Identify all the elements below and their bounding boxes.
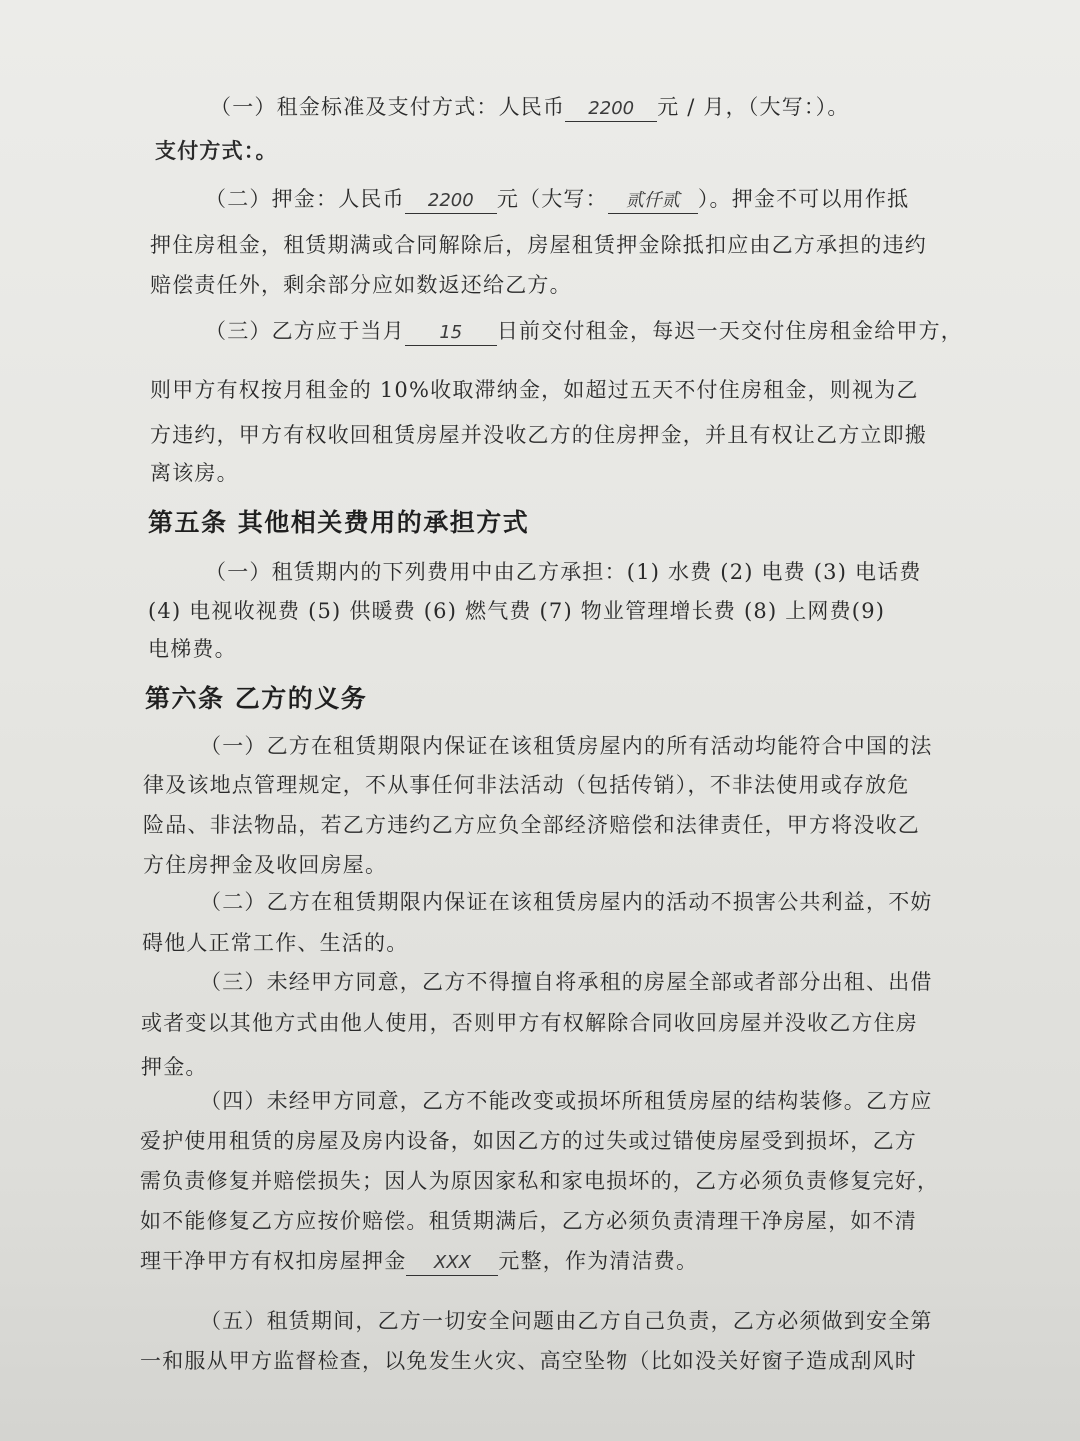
- due-date-label: （三）乙方应于当月: [205, 319, 405, 343]
- paragraph-line: （四）未经甲方同意，乙方不能改变或损坏所租赁房屋的结构装修。乙方应: [200, 1089, 933, 1113]
- paragraph-line: 律及该地点管理规定，不从事任何非法活动（包括传销），不非法使用或存放危: [143, 773, 910, 797]
- paragraph-line: 押金。: [141, 1055, 208, 1079]
- deposit-words-label: 元（大写：: [496, 187, 608, 211]
- due-date-text: 日前交付租金，每迟一天交付住房租金给甲方，: [496, 319, 964, 343]
- cleaning-fee-field: [406, 1249, 498, 1276]
- rent-label: （一）租金标准及支付方式：人民币: [210, 95, 566, 119]
- deposit-amount-field: [405, 187, 497, 214]
- due-date-line: [205, 316, 963, 346]
- paragraph-line: （二）乙方在租赁期限内保证在该租赁房屋内的活动不损害公共利益，不妨: [200, 890, 933, 914]
- paragraph-line: 碍他人正常工作、生活的。: [142, 931, 409, 955]
- paragraph-line: 离该房。: [150, 461, 239, 485]
- deposit-words-handwriting: 贰仟贰: [625, 190, 680, 211]
- rent-amount-handwriting: 2200: [588, 98, 635, 119]
- paragraph-line: 需负责修复并赔偿损失；因人为原因家私和家电损坏的，乙方必须负责修复完好，: [140, 1169, 940, 1193]
- cleaning-fee-line: [140, 1246, 698, 1276]
- paragraph-line: 方住房押金及收回房屋。: [143, 853, 388, 877]
- payment-method-text: 支付方式：。: [155, 138, 278, 163]
- deposit-note-text: ）。押金不可以用作抵: [697, 187, 910, 211]
- deposit-line: [205, 184, 909, 214]
- paragraph-line: （三）未经甲方同意，乙方不得擅自将承租的房屋全部或者部分出租、出借: [200, 970, 933, 994]
- paragraph-line: （五）租赁期间，乙方一切安全问题由乙方自己负责，乙方必须做到安全第: [200, 1309, 933, 1333]
- cleaning-fee-text: 元整，作为清洁费。: [498, 1249, 699, 1273]
- paragraph-line: 电梯费。: [148, 637, 237, 661]
- rent-unit-text: 元 / 月，（大写：）。: [657, 95, 850, 119]
- paragraph-line: 则甲方有权按月租金的 10%收取滞纳金，如超过五天不付住房租金，则视为乙: [150, 378, 919, 402]
- paragraph-line: 方违约，甲方有权收回租赁房屋并没收乙方的住房押金，并且有权让乙方立即搬: [150, 423, 927, 447]
- clause-six-heading: 第六条 乙方的义务: [145, 684, 368, 713]
- deposit-label: （二）押金：人民币: [205, 187, 405, 211]
- rent-amount-field: [565, 95, 657, 122]
- deposit-amount-handwriting: 2200: [427, 190, 474, 211]
- paragraph-line: （一）乙方在租赁期限内保证在该租赁房屋内的所有活动均能符合中国的法: [200, 734, 933, 758]
- paragraph-line: (4) 电视收视费 (5) 供暖费 (6) 燃气费 (7) 物业管理增长费 (8) 上网费(9): [148, 599, 886, 623]
- paragraph-line: 如不能修复乙方应按价赔偿。租赁期满后，乙方必须负责清理干净房屋，如不清: [140, 1209, 917, 1233]
- due-day-field: [405, 319, 497, 346]
- paragraph-line: 一和服从甲方监督检查，以免发生火灾、高空坠物（比如没关好窗子造成刮风时: [140, 1349, 917, 1373]
- paragraph-line: 押住房租金，租赁期满或合同解除后，房屋租赁押金除抵扣应由乙方承担的违约: [150, 233, 927, 257]
- paragraph-line: 或者变以其他方式由他人使用，否则甲方有权解除合同收回房屋并没收乙方住房: [141, 1011, 918, 1035]
- deposit-words-field: [608, 187, 698, 214]
- paragraph-line: 爱护使用租赁的房屋及房内设备，如因乙方的过失或过错使房屋受到损坏，乙方: [140, 1129, 917, 1153]
- paragraph-line: 赔偿责任外，剩余部分应如数返还给乙方。: [150, 273, 572, 297]
- cleaning-fee-label: 理干净甲方有权扣房屋押金: [140, 1249, 407, 1273]
- cleaning-fee-handwriting: XXX: [433, 1252, 471, 1273]
- rent-standard-line: [210, 92, 850, 122]
- payment-method-line: [155, 136, 278, 166]
- due-day-handwriting: 15: [439, 322, 463, 343]
- paragraph-line: 险品、非法物品，若乙方违约乙方应负全部经济赔偿和法律责任，甲方将没收乙: [143, 813, 920, 837]
- paragraph-line: （一）租赁期内的下列费用中由乙方承担：(1) 水费 (2) 电费 (3) 电话费: [205, 560, 922, 584]
- clause-five-heading: 第五条 其他相关费用的承担方式: [148, 508, 530, 537]
